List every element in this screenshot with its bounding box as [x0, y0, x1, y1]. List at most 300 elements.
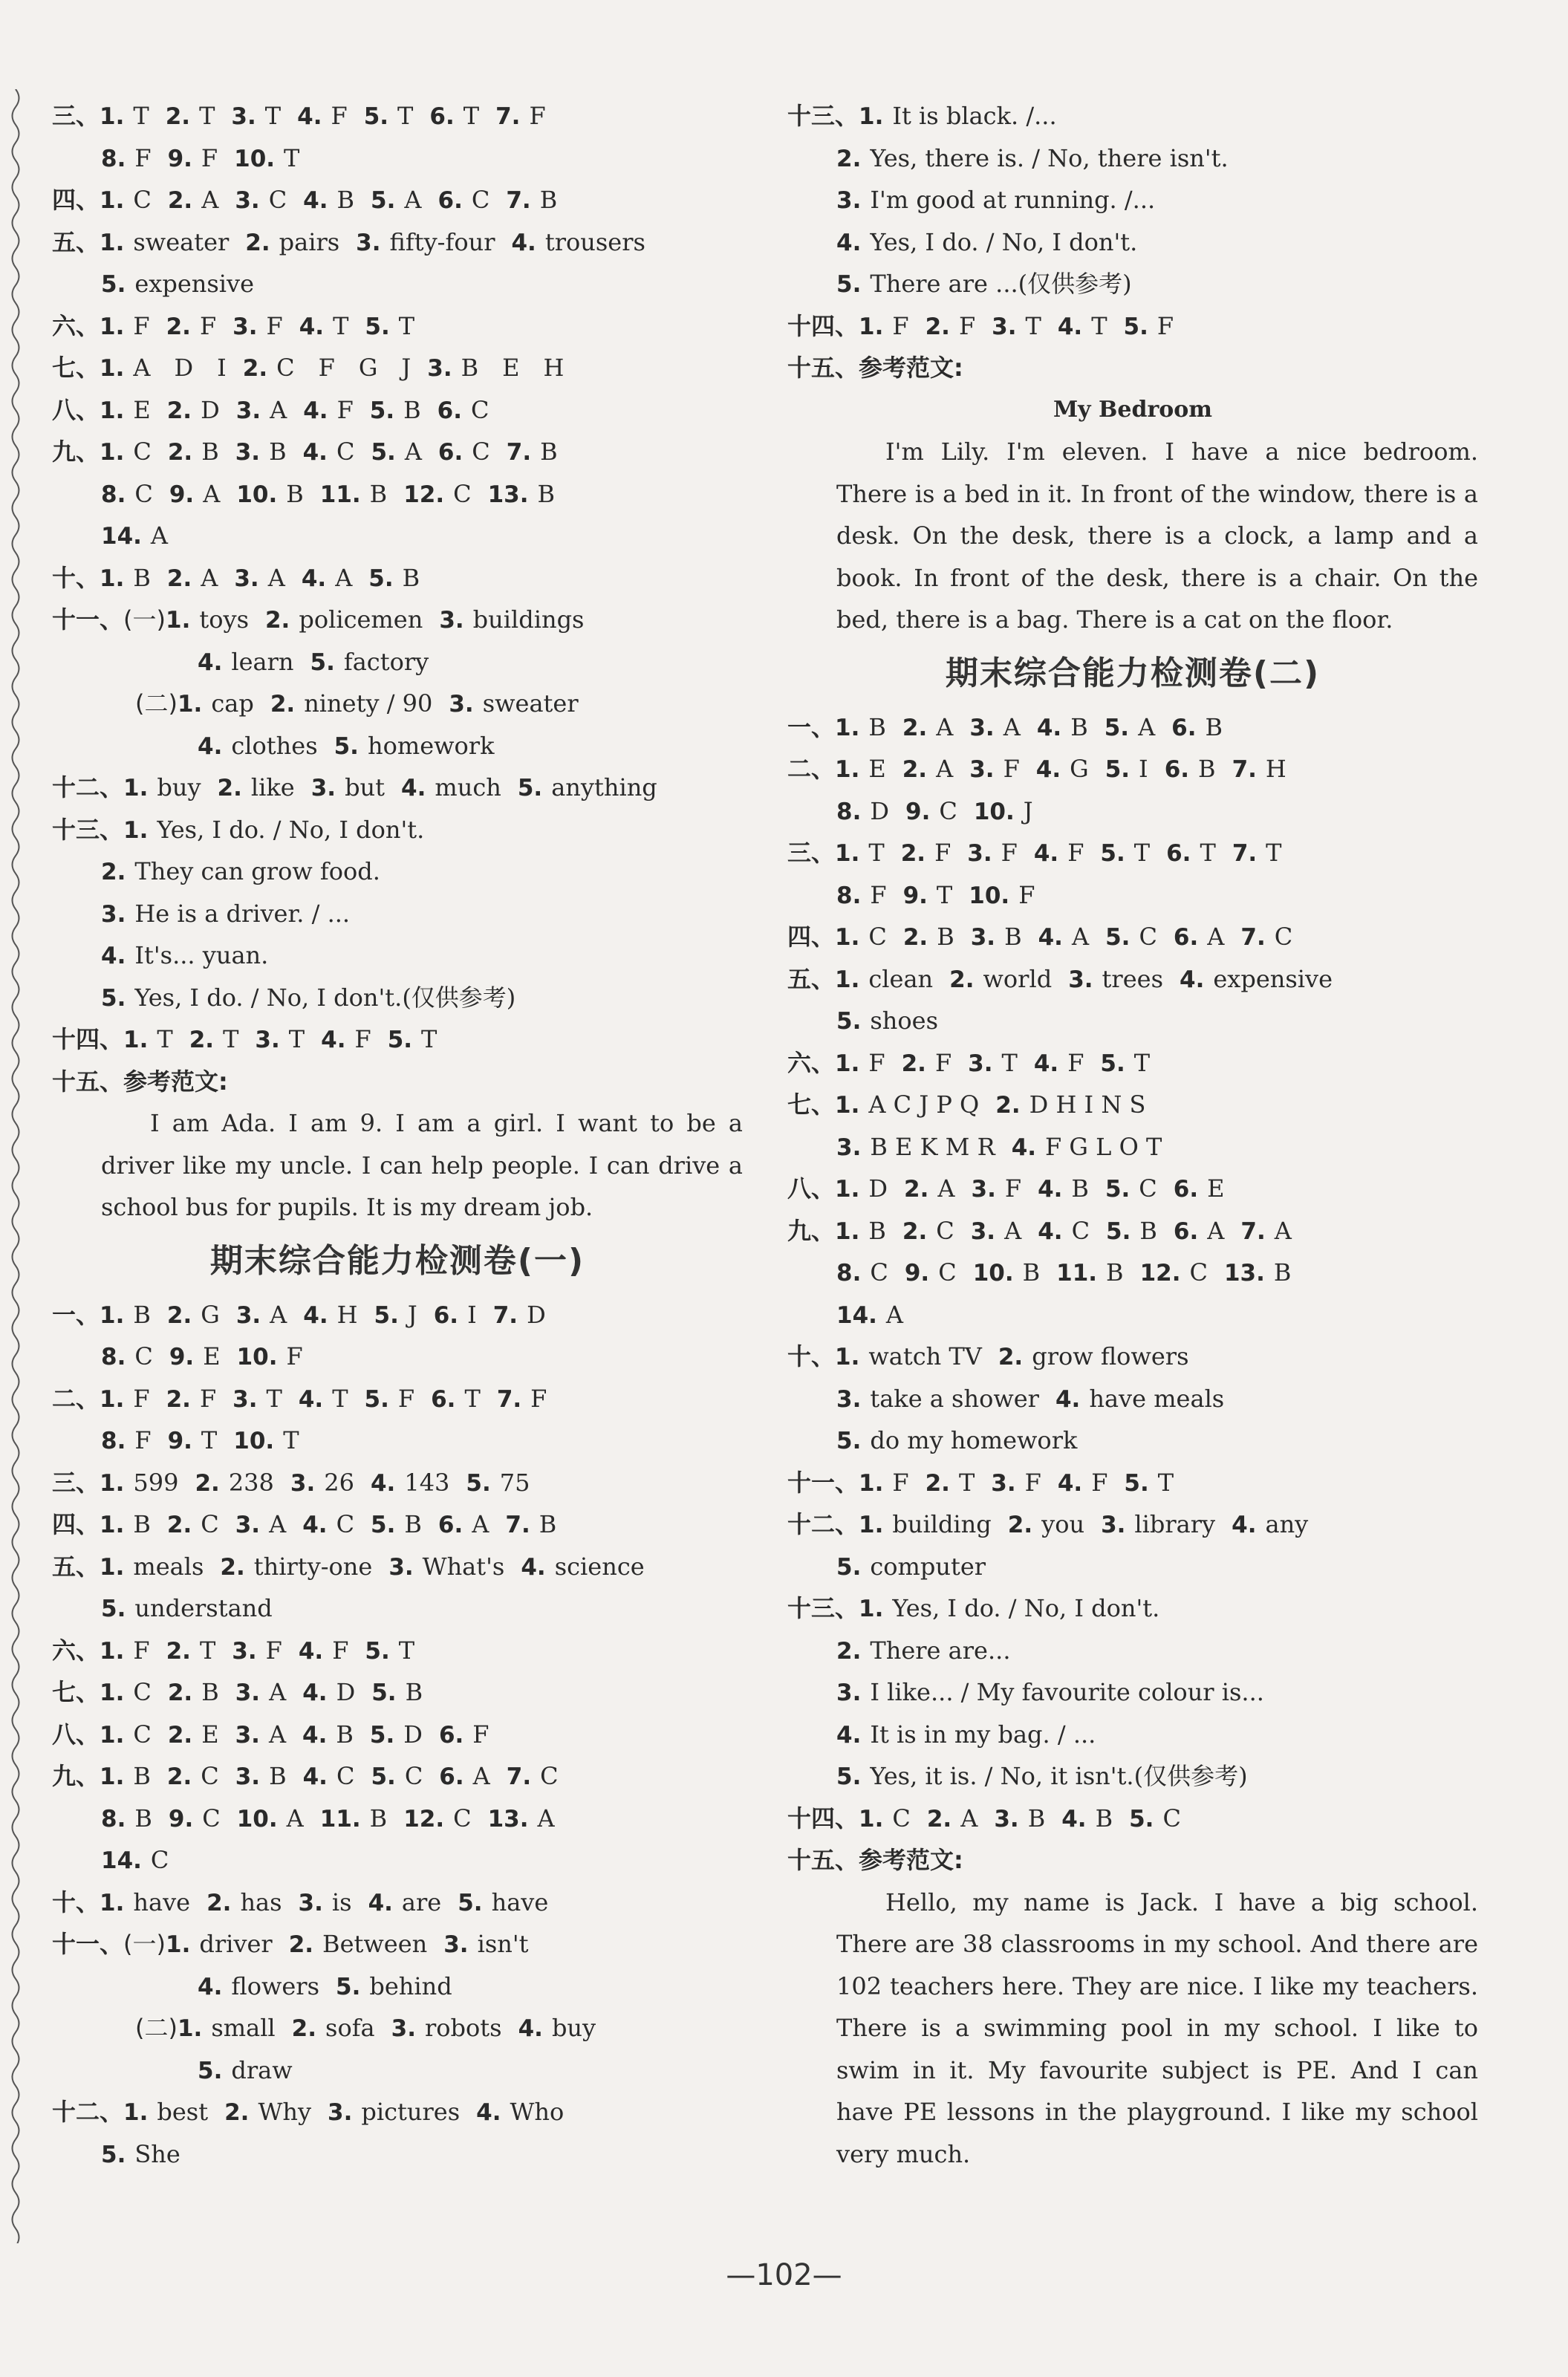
question-number: 5. — [387, 1027, 413, 1053]
answer-text: B — [1273, 1258, 1292, 1287]
question-number: 5. — [198, 2057, 223, 2084]
answer-text: J — [1023, 796, 1033, 825]
answer-text: F — [266, 311, 283, 340]
answer-text: sofa — [325, 2014, 375, 2042]
question-number: 1. — [100, 1637, 125, 1665]
question-number: 1. — [100, 103, 125, 130]
answer-item — [859, 1804, 911, 1833]
section-label: 四、 — [787, 923, 836, 951]
answer-item — [1056, 1258, 1123, 1287]
answer-item — [328, 2098, 460, 2126]
answer-text: B — [537, 479, 556, 508]
answer-item — [168, 186, 218, 214]
answer-text: E — [201, 1720, 219, 1749]
question-number: 2. — [902, 714, 928, 741]
answer-text: F — [1001, 839, 1018, 867]
answer-text: F — [133, 1636, 150, 1665]
answer-item — [235, 1678, 286, 1706]
answer-text: F — [134, 1426, 152, 1454]
answer-text: T — [958, 1468, 975, 1497]
section-label: 八、 — [52, 395, 100, 424]
question-number: 4. — [511, 229, 536, 256]
answer-text: Yes, I do. / No, I don't. — [870, 227, 1138, 256]
answer-item — [101, 144, 152, 172]
answer-item — [1180, 965, 1333, 993]
answer-text: F — [397, 1384, 415, 1413]
answer-item — [439, 605, 584, 634]
answer-line — [787, 1546, 1478, 1588]
answer-text: have meals — [1089, 1384, 1225, 1413]
section-label: 十五、 — [787, 354, 859, 382]
answer-item — [859, 1510, 992, 1538]
question-number: 2. — [167, 439, 193, 466]
answer-item — [836, 228, 1137, 256]
answer-text: B — [868, 1216, 886, 1245]
question-number: 1. — [835, 714, 860, 741]
answer-item — [835, 923, 887, 951]
answer-item — [368, 564, 420, 592]
question-number: 2. — [995, 1092, 1021, 1119]
answer-item — [236, 1301, 287, 1329]
question-number: 1. — [100, 313, 125, 340]
answer-text: Yes, there is. / No, there isn't. — [870, 143, 1229, 172]
answer-item — [1105, 755, 1148, 783]
question-number: 2. — [901, 1050, 926, 1077]
answer-line — [52, 1798, 743, 1840]
question-number: 4. — [368, 1889, 393, 1916]
answer-text: B — [1070, 712, 1088, 741]
answer-item — [974, 797, 1033, 825]
question-number: 6. — [1173, 1217, 1199, 1245]
answer-line — [52, 557, 743, 599]
answer-line — [52, 1630, 743, 1672]
question-number: 5. — [371, 187, 396, 214]
answer-text: expensive — [1213, 964, 1333, 993]
question-number: 2. — [902, 924, 928, 951]
answer-text: 599 — [133, 1468, 179, 1497]
answer-item — [466, 1469, 530, 1497]
answer-item — [836, 1301, 903, 1329]
answer-line — [52, 179, 743, 221]
answer-item — [232, 312, 283, 340]
answer-line — [52, 1294, 743, 1336]
answer-item — [100, 1720, 152, 1749]
answer-text: T — [1001, 1048, 1018, 1077]
answer-line — [52, 1546, 743, 1588]
answer-item — [356, 228, 495, 256]
answer-text: T — [288, 1025, 305, 1053]
answer-text: A — [201, 563, 218, 592]
section-label: 七、 — [787, 1090, 836, 1119]
answer-item — [991, 1469, 1041, 1497]
answer-text: B — [405, 1678, 423, 1706]
answer-line — [52, 473, 743, 516]
answer-line — [787, 95, 1478, 137]
answer-text: E — [133, 395, 151, 424]
answer-text: T — [283, 1426, 299, 1454]
answer-text: C — [336, 1510, 355, 1538]
answer-line — [787, 958, 1478, 1001]
question-number: 2. — [902, 1217, 928, 1245]
answer-text: T — [421, 1025, 437, 1053]
section-label: 九、 — [52, 438, 100, 466]
question-number: 1. — [100, 439, 125, 466]
answer-text: A — [1003, 712, 1021, 741]
question-number: 4. — [303, 397, 328, 424]
answer-text: A — [1207, 1216, 1225, 1245]
answer-item — [835, 839, 885, 867]
section-label: 十三、 — [787, 102, 859, 130]
section-label: 十五、 — [787, 1846, 859, 1874]
question-number: 2. — [925, 1469, 950, 1497]
question-number: 4. — [1038, 1217, 1063, 1245]
answer-line — [787, 1671, 1478, 1714]
section-label: 十四、 — [787, 311, 859, 340]
answer-text: A — [960, 1804, 978, 1833]
answer-item — [835, 965, 933, 993]
answer-item — [320, 480, 387, 508]
section-label: 三、 — [52, 102, 100, 130]
answer-item — [1105, 923, 1157, 951]
answer-text: B — [336, 1720, 354, 1749]
answer-item — [903, 881, 953, 909]
answer-item — [235, 186, 287, 214]
answer-item — [391, 2014, 502, 2042]
answer-item — [904, 1174, 954, 1203]
question-number: 4. — [321, 1027, 346, 1053]
answer-item — [458, 1888, 548, 1916]
answer-text: sweater — [133, 227, 230, 256]
answer-text: C — [1139, 923, 1157, 951]
answer-text: B — [539, 1510, 557, 1538]
answer-text: C — [540, 1762, 559, 1790]
answer-item — [439, 1720, 489, 1749]
answer-item — [123, 2098, 208, 2126]
answer-item — [835, 1342, 982, 1370]
answer-item — [1124, 312, 1174, 340]
answer-item — [1101, 1510, 1215, 1538]
answer-text: B — [134, 1804, 152, 1833]
question-number: 5. — [836, 1763, 862, 1790]
answer-item — [198, 1972, 319, 2000]
question-number: 1. — [100, 1763, 125, 1790]
answer-item — [320, 1804, 387, 1833]
section-label: 十四、 — [787, 1804, 859, 1833]
answer-text: It's... yuan. — [134, 941, 269, 969]
answer-item — [265, 605, 423, 634]
answer-item — [967, 839, 1018, 867]
question-number: 2. — [288, 1931, 314, 1958]
answer-line — [52, 725, 743, 767]
answer-item — [167, 564, 218, 592]
answer-text: I like... / My favourite colour is... — [870, 1678, 1264, 1706]
answer-item — [169, 1804, 221, 1833]
answer-text: F — [199, 1384, 217, 1413]
question-number: 8. — [836, 1260, 862, 1287]
question-number: 4. — [1057, 1469, 1083, 1497]
question-number: 2. — [189, 1027, 215, 1053]
answer-text: F — [1018, 880, 1035, 909]
answer-text: fifty-four — [389, 227, 495, 256]
answer-item — [1058, 312, 1107, 340]
answer-text: buildings — [472, 605, 585, 634]
answer-text: E — [868, 755, 886, 783]
section-label: 十、 — [52, 1887, 100, 1916]
answer-item — [836, 1678, 1264, 1706]
question-number: 2. — [264, 607, 290, 634]
answer-item — [198, 732, 318, 760]
answer-text: anything — [551, 773, 657, 801]
answer-text: It is black. /... — [892, 102, 1057, 130]
question-number: 2. — [224, 2099, 250, 2126]
question-number: 11. — [319, 1805, 361, 1833]
answer-text: A — [335, 563, 353, 592]
answer-text: like — [250, 773, 295, 801]
answer-item — [1105, 1174, 1157, 1203]
answer-item — [835, 1217, 886, 1245]
answer-text: B — [1095, 1804, 1113, 1833]
section-label: 十三、 — [52, 815, 124, 844]
answer-text: Why — [258, 2098, 312, 2126]
question-number: 5. — [371, 1512, 396, 1538]
answer-item — [836, 881, 887, 909]
answer-item — [100, 1552, 204, 1581]
answer-text: trees — [1102, 964, 1163, 993]
answer-item — [303, 186, 354, 214]
question-number: 7. — [492, 1301, 518, 1329]
question-number: 3. — [994, 1805, 1019, 1833]
answer-item — [364, 102, 414, 130]
answer-item — [836, 1133, 995, 1161]
question-number: 4. — [301, 565, 327, 592]
question-number: 3. — [970, 924, 996, 951]
question-number: 6. — [437, 1512, 463, 1538]
answer-item — [231, 102, 281, 130]
answer-text: are — [401, 1887, 442, 1916]
answer-text: F — [892, 311, 909, 340]
question-number: 1. — [166, 1931, 191, 1958]
answer-text: C — [938, 1258, 957, 1287]
answer-item — [1124, 1469, 1174, 1497]
question-number: 3. — [235, 1512, 261, 1538]
answer-item — [236, 396, 287, 424]
answer-text: buy — [157, 773, 201, 801]
section-label: 六、 — [787, 1048, 836, 1077]
question-number: 5. — [836, 1008, 862, 1035]
answer-item — [299, 1385, 348, 1413]
question-number: 4. — [298, 1385, 324, 1413]
question-number: 2. — [904, 1176, 929, 1203]
answer-item — [969, 713, 1020, 741]
answer-item — [1224, 1258, 1291, 1287]
question-number: 5. — [368, 565, 394, 592]
answer-text: B — [1198, 755, 1216, 783]
answer-item — [100, 1636, 150, 1665]
answer-text: B — [1205, 712, 1223, 741]
answer-item — [1034, 839, 1084, 867]
answer-item — [1055, 1385, 1224, 1413]
question-number: 4. — [302, 439, 328, 466]
question-number: 3. — [255, 1027, 280, 1053]
answer-text: B — [539, 186, 558, 214]
question-number: 4. — [401, 775, 426, 801]
question-number: 1. — [100, 1679, 125, 1706]
question-number: 8. — [101, 1428, 126, 1454]
answer-item — [1106, 1217, 1157, 1245]
question-number: 3. — [235, 397, 261, 424]
answer-text: F — [286, 1342, 303, 1370]
answer-text: C — [892, 1804, 911, 1833]
answer-line — [787, 347, 1478, 389]
answer-text: A — [201, 186, 219, 214]
question-number: 9. — [169, 481, 195, 508]
question-number: 5. — [364, 1385, 389, 1413]
question-number: 2. — [245, 229, 270, 256]
answer-item — [925, 312, 976, 340]
answer-text: B — [133, 1762, 151, 1790]
question-number: 3. — [991, 1469, 1016, 1497]
answer-item — [1232, 755, 1286, 783]
question-number: 4. — [1057, 313, 1083, 340]
answer-item — [507, 1762, 559, 1790]
answer-text: T — [157, 1025, 173, 1053]
answer-text: C — [868, 923, 887, 951]
answer-item — [166, 605, 249, 634]
answer-line — [787, 137, 1478, 180]
answer-text: F — [1004, 1174, 1022, 1203]
answer-item — [101, 1846, 169, 1874]
question-number: 1. — [123, 816, 149, 844]
answer-text: toys — [199, 605, 249, 634]
answer-text: C — [471, 395, 489, 424]
answer-text: grow flowers — [1032, 1342, 1189, 1370]
answer-text: B — [1027, 1804, 1046, 1833]
answer-item — [1038, 923, 1089, 951]
answer-item — [949, 965, 1052, 993]
question-number: 14. — [101, 523, 142, 550]
question-number: 3. — [427, 355, 452, 382]
question-number: 1. — [123, 2099, 149, 2126]
answer-text: F — [265, 1636, 282, 1665]
answer-text: I — [467, 1300, 477, 1329]
page-number: —102— — [726, 2258, 842, 2292]
answer-text: shoes — [870, 1007, 939, 1035]
section-label: 三、 — [787, 839, 836, 867]
answer-item — [302, 1510, 354, 1538]
question-number: 4. — [521, 1553, 546, 1581]
section-label: 五、 — [787, 964, 836, 993]
answer-item — [166, 1636, 216, 1665]
answer-text: F — [1003, 755, 1020, 783]
question-number: 3. — [232, 1637, 257, 1665]
answer-item — [302, 1720, 354, 1749]
question-number: 1. — [177, 2015, 203, 2042]
answer-item — [101, 1342, 153, 1370]
answer-line — [52, 1503, 743, 1546]
answer-item — [1165, 755, 1216, 783]
answer-item — [255, 1025, 305, 1053]
answer-text: A — [1207, 923, 1225, 951]
answer-item — [297, 102, 348, 130]
answer-item — [167, 1301, 220, 1329]
answer-item — [100, 1510, 151, 1538]
answer-line — [787, 916, 1478, 958]
question-number: 6. — [438, 1721, 464, 1749]
answer-item — [902, 1049, 952, 1077]
answer-text: take a shower — [870, 1384, 1039, 1413]
question-number: 5. — [371, 1679, 397, 1706]
answer-item — [270, 689, 433, 718]
question-number: 4. — [1061, 1805, 1087, 1833]
answer-item — [511, 228, 645, 256]
answer-text: flowers — [231, 1971, 320, 2000]
answer-line — [52, 2091, 743, 2133]
answer-text: A — [268, 1720, 287, 1749]
answer-text: clean — [868, 964, 934, 993]
answer-item — [100, 564, 151, 592]
question-number: 4. — [1180, 966, 1205, 993]
question-number: 3. — [836, 1679, 862, 1706]
answer-item — [1038, 1217, 1090, 1245]
answer-item — [101, 270, 254, 298]
answer-line — [52, 1378, 743, 1420]
answer-item — [1174, 1174, 1225, 1203]
answer-text: B — [369, 1804, 388, 1833]
answer-text: T — [223, 1025, 239, 1053]
question-number: 9. — [902, 882, 928, 909]
question-number: 5. — [101, 1596, 126, 1622]
answer-item — [370, 1720, 423, 1749]
answer-item — [336, 1972, 452, 2000]
question-number: 4. — [303, 1301, 328, 1329]
section-label: 十二、 — [52, 773, 124, 801]
answer-item — [1037, 713, 1088, 741]
question-number: 1. — [177, 691, 203, 718]
question-number: 10. — [969, 882, 1010, 909]
answer-text: D — [870, 796, 890, 825]
question-number: 3. — [836, 1385, 862, 1413]
answer-text: Yes, it is. / No, it isn't.(仅供参考) — [870, 1762, 1248, 1790]
answer-item — [902, 1217, 954, 1245]
answer-item — [493, 1301, 546, 1329]
question-number: 10. — [236, 481, 278, 508]
answer-text: B — [540, 438, 558, 466]
answer-text: F — [1157, 311, 1174, 340]
answer-text: What's — [422, 1552, 505, 1581]
answer-item — [218, 773, 295, 801]
answer-item — [101, 941, 268, 969]
question-number: 3. — [969, 756, 995, 783]
question-number: 4. — [198, 1973, 223, 2000]
question-number: 1. — [166, 607, 191, 634]
answer-item — [971, 923, 1022, 951]
answer-item — [237, 1342, 303, 1370]
question-number: 6. — [1166, 840, 1191, 867]
answer-item — [302, 564, 352, 592]
answer-text: A D I — [133, 354, 227, 382]
section-label: 四、 — [52, 186, 100, 214]
answer-item — [371, 438, 421, 466]
essay-ada — [52, 1102, 743, 1229]
question-number: 4. — [836, 229, 862, 256]
answer-text: but — [345, 773, 386, 801]
answer-text: B — [369, 479, 388, 508]
answer-item — [303, 1301, 357, 1329]
answer-item — [905, 797, 957, 825]
answer-line — [787, 263, 1478, 305]
answer-item — [1008, 1510, 1084, 1538]
question-number: 1. — [100, 1385, 125, 1413]
